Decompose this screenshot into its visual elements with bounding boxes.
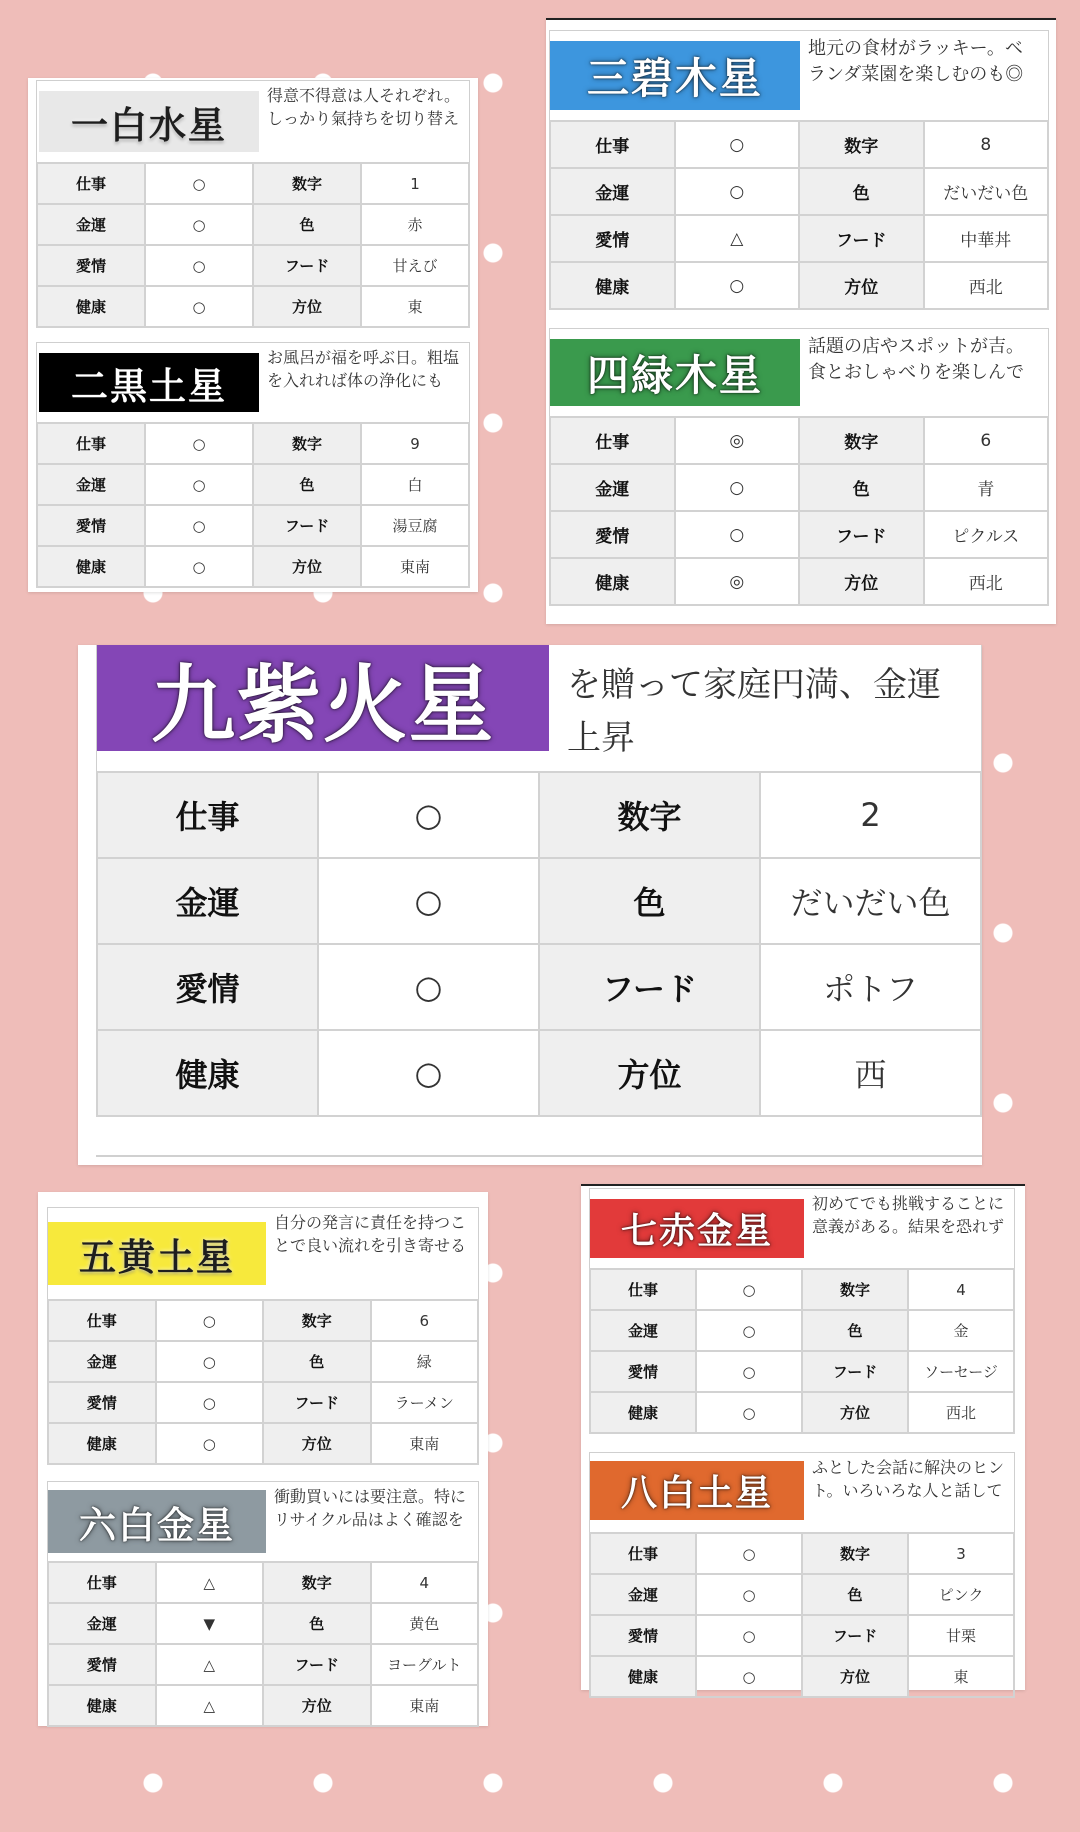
label-love: 愛情 xyxy=(550,215,675,262)
value-love: △ xyxy=(675,215,800,262)
label-color: 色 xyxy=(253,204,361,245)
value-food: ピクルス xyxy=(924,511,1049,558)
star-card-s3 xyxy=(549,30,1049,310)
label-love: 愛情 xyxy=(37,245,145,286)
label-food: フード xyxy=(253,505,361,546)
value-food: ソーセージ xyxy=(908,1351,1014,1392)
value-color: 赤 xyxy=(361,204,469,245)
label-love: 愛情 xyxy=(48,1382,156,1423)
label-money: 金運 xyxy=(550,464,675,511)
star-card-column-right xyxy=(546,18,1056,624)
value-love: ○ xyxy=(318,944,539,1030)
label-number: 数字 xyxy=(799,417,924,464)
fortune-table xyxy=(589,1532,1015,1698)
fortune-table xyxy=(589,1268,1015,1434)
label-health: 健康 xyxy=(97,1030,318,1116)
value-color: 緑 xyxy=(371,1341,479,1382)
value-love: ○ xyxy=(675,511,800,558)
value-direction: 東南 xyxy=(371,1685,479,1726)
card-header xyxy=(549,328,1049,416)
label-number: 数字 xyxy=(802,1269,908,1310)
star-description: お風呂が福を呼ぶ日。粗塩を入れれば体の浄化にも xyxy=(267,350,460,391)
value-money: ○ xyxy=(696,1574,802,1615)
label-work: 仕事 xyxy=(48,1300,156,1341)
value-health: △ xyxy=(156,1685,264,1726)
value-food: 湯豆腐 xyxy=(361,505,469,546)
value-direction: 東南 xyxy=(371,1423,479,1464)
fortune-table xyxy=(47,1561,479,1727)
value-health: ○ xyxy=(675,262,800,309)
value-work: ○ xyxy=(696,1533,802,1574)
star-description: 地元の食材がラッキー。ベランダ菜園を楽しむのも◎ xyxy=(808,38,1024,85)
value-number: 4 xyxy=(371,1562,479,1603)
value-food: ポトフ xyxy=(760,944,981,1030)
value-money: ○ xyxy=(675,464,800,511)
value-color: 白 xyxy=(361,464,469,505)
card-header xyxy=(47,1207,479,1299)
label-health: 健康 xyxy=(48,1423,156,1464)
star-card-s2 xyxy=(36,342,470,588)
value-number: 1 xyxy=(361,163,469,204)
label-work: 仕事 xyxy=(37,163,145,204)
value-number: 6 xyxy=(371,1300,479,1341)
star-name-badge: 七赤金星 xyxy=(590,1199,804,1258)
label-food: フード xyxy=(802,1615,908,1656)
fortune-table xyxy=(549,120,1049,310)
value-work: ○ xyxy=(696,1269,802,1310)
star-card-s5 xyxy=(47,1207,479,1465)
card-header xyxy=(549,30,1049,120)
value-work: ◎ xyxy=(675,417,800,464)
value-health: ○ xyxy=(696,1656,802,1697)
label-number: 数字 xyxy=(263,1562,371,1603)
label-direction: 方位 xyxy=(802,1392,908,1433)
fortune-table xyxy=(549,416,1049,606)
value-work: ○ xyxy=(156,1300,264,1341)
value-love: ○ xyxy=(145,245,253,286)
label-love: 愛情 xyxy=(37,505,145,546)
star-description: 話題の店やスポットが吉。食とおしゃべりを楽しんで xyxy=(808,336,1024,383)
value-food: 甘えび xyxy=(361,245,469,286)
label-direction: 方位 xyxy=(263,1685,371,1726)
label-number: 数字 xyxy=(253,423,361,464)
fortune-table xyxy=(47,1299,479,1465)
label-money: 金運 xyxy=(97,858,318,944)
value-health: ○ xyxy=(696,1392,802,1433)
label-direction: 方位 xyxy=(253,546,361,587)
star-card-s9 xyxy=(78,645,982,1165)
label-direction: 方位 xyxy=(802,1656,908,1697)
label-color: 色 xyxy=(263,1341,371,1382)
card-header xyxy=(96,645,982,771)
fortune-table xyxy=(36,422,470,588)
star-description: 自分の発言に責任を持つことで良い流れを引き寄せる xyxy=(274,1215,467,1256)
label-health: 健康 xyxy=(590,1392,696,1433)
value-color: だいだい色 xyxy=(924,168,1049,215)
star-description: 得意不得意は人それぞれ。しっかり氣持ちを切り替え xyxy=(267,88,460,129)
label-health: 健康 xyxy=(590,1656,696,1697)
value-direction: 西北 xyxy=(924,558,1049,605)
label-health: 健康 xyxy=(37,286,145,327)
label-money: 金運 xyxy=(37,464,145,505)
star-description: ふとした会話に解決のヒント。いろいろな人と話して xyxy=(812,1460,1005,1501)
value-color: 金 xyxy=(908,1310,1014,1351)
label-health: 健康 xyxy=(550,558,675,605)
label-money: 金運 xyxy=(48,1341,156,1382)
value-direction: 西北 xyxy=(924,262,1049,309)
star-card-column-left-bottom xyxy=(38,1192,488,1726)
value-love: △ xyxy=(156,1644,264,1685)
value-direction: 西北 xyxy=(908,1392,1014,1433)
fortune-table xyxy=(96,771,982,1117)
label-food: フード xyxy=(799,215,924,262)
label-love: 愛情 xyxy=(590,1615,696,1656)
value-number: 4 xyxy=(908,1269,1014,1310)
star-card-column-right-bottom xyxy=(581,1184,1025,1690)
card-header xyxy=(589,1452,1015,1532)
label-money: 金運 xyxy=(590,1310,696,1351)
label-love: 愛情 xyxy=(550,511,675,558)
label-work: 仕事 xyxy=(37,423,145,464)
star-card-s7 xyxy=(589,1188,1015,1434)
label-color: 色 xyxy=(799,168,924,215)
label-food: フード xyxy=(799,511,924,558)
star-card-s1 xyxy=(28,78,478,592)
label-love: 愛情 xyxy=(48,1644,156,1685)
label-love: 愛情 xyxy=(97,944,318,1030)
value-money: ○ xyxy=(696,1310,802,1351)
star-card-s6 xyxy=(47,1481,479,1727)
value-health: ○ xyxy=(318,1030,539,1116)
star-name-badge: 二黒土星 xyxy=(39,353,259,412)
value-health: ○ xyxy=(145,286,253,327)
card-header xyxy=(589,1188,1015,1268)
value-color: だいだい色 xyxy=(760,858,981,944)
value-food: 中華丼 xyxy=(924,215,1049,262)
label-food: フード xyxy=(539,944,760,1030)
label-work: 仕事 xyxy=(550,417,675,464)
divider xyxy=(96,1155,982,1157)
star-description: 衝動買いには要注意。特にリサイクル品はよく確認を xyxy=(274,1489,467,1530)
value-number: 9 xyxy=(361,423,469,464)
value-work: ○ xyxy=(318,772,539,858)
value-health: ◎ xyxy=(675,558,800,605)
label-direction: 方位 xyxy=(253,286,361,327)
star-description: を贈って家庭円満、金運上昇 xyxy=(567,666,941,757)
label-direction: 方位 xyxy=(799,262,924,309)
value-money: ○ xyxy=(156,1341,264,1382)
value-number: 2 xyxy=(760,772,981,858)
star-name-badge: 三碧木星 xyxy=(550,41,800,110)
label-color: 色 xyxy=(802,1574,908,1615)
label-food: フード xyxy=(802,1351,908,1392)
value-money: ○ xyxy=(675,168,800,215)
value-money: ○ xyxy=(145,464,253,505)
value-love: ○ xyxy=(696,1351,802,1392)
value-number: 6 xyxy=(924,417,1049,464)
label-health: 健康 xyxy=(37,546,145,587)
value-direction: 東南 xyxy=(361,546,469,587)
label-food: フード xyxy=(253,245,361,286)
value-food: ヨーグルト xyxy=(371,1644,479,1685)
label-direction: 方位 xyxy=(263,1423,371,1464)
value-love: ○ xyxy=(696,1615,802,1656)
value-money: ○ xyxy=(318,858,539,944)
label-food: フード xyxy=(263,1644,371,1685)
label-love: 愛情 xyxy=(590,1351,696,1392)
star-name-badge: 四緑木星 xyxy=(550,339,800,406)
value-love: ○ xyxy=(156,1382,264,1423)
label-number: 数字 xyxy=(802,1533,908,1574)
label-food: フード xyxy=(263,1382,371,1423)
value-number: 3 xyxy=(908,1533,1014,1574)
value-money: ▼ xyxy=(156,1603,264,1644)
label-work: 仕事 xyxy=(590,1269,696,1310)
star-name-badge: 六白金星 xyxy=(48,1490,266,1553)
value-direction: 東 xyxy=(908,1656,1014,1697)
star-description: 初めてでも挑戦することに意義がある。結果を恐れず xyxy=(812,1196,1005,1237)
value-color: 黄色 xyxy=(371,1603,479,1644)
label-color: 色 xyxy=(802,1310,908,1351)
value-direction: 西 xyxy=(760,1030,981,1116)
value-love: ○ xyxy=(145,505,253,546)
label-color: 色 xyxy=(253,464,361,505)
value-work: △ xyxy=(156,1562,264,1603)
value-money: ○ xyxy=(145,204,253,245)
star-name-badge: 八白土星 xyxy=(590,1461,804,1520)
value-direction: 東 xyxy=(361,286,469,327)
label-work: 仕事 xyxy=(550,121,675,168)
label-color: 色 xyxy=(799,464,924,511)
label-money: 金運 xyxy=(590,1574,696,1615)
label-money: 金運 xyxy=(48,1603,156,1644)
star-name-badge: 一白水星 xyxy=(39,91,259,152)
label-number: 数字 xyxy=(263,1300,371,1341)
star-name-badge: 九紫火星 xyxy=(97,645,549,751)
value-color: 青 xyxy=(924,464,1049,511)
value-food: ラーメン xyxy=(371,1382,479,1423)
value-health: ○ xyxy=(156,1423,264,1464)
label-health: 健康 xyxy=(550,262,675,309)
value-color: ピンク xyxy=(908,1574,1014,1615)
label-direction: 方位 xyxy=(799,558,924,605)
card-header xyxy=(36,342,470,422)
label-direction: 方位 xyxy=(539,1030,760,1116)
card-header xyxy=(47,1481,479,1561)
label-color: 色 xyxy=(263,1603,371,1644)
label-work: 仕事 xyxy=(48,1562,156,1603)
label-health: 健康 xyxy=(48,1685,156,1726)
value-number: 8 xyxy=(924,121,1049,168)
label-work: 仕事 xyxy=(590,1533,696,1574)
card-header xyxy=(36,80,470,162)
value-work: ○ xyxy=(675,121,800,168)
label-number: 数字 xyxy=(799,121,924,168)
label-color: 色 xyxy=(539,858,760,944)
label-number: 数字 xyxy=(539,772,760,858)
star-card-s4 xyxy=(549,328,1049,606)
value-food: 甘栗 xyxy=(908,1615,1014,1656)
fortune-table xyxy=(36,162,470,328)
star-card-s8 xyxy=(589,1452,1015,1698)
value-work: ○ xyxy=(145,423,253,464)
value-health: ○ xyxy=(145,546,253,587)
label-money: 金運 xyxy=(550,168,675,215)
label-work: 仕事 xyxy=(97,772,318,858)
label-money: 金運 xyxy=(37,204,145,245)
label-number: 数字 xyxy=(253,163,361,204)
star-name-badge: 五黄土星 xyxy=(48,1222,266,1285)
value-work: ○ xyxy=(145,163,253,204)
